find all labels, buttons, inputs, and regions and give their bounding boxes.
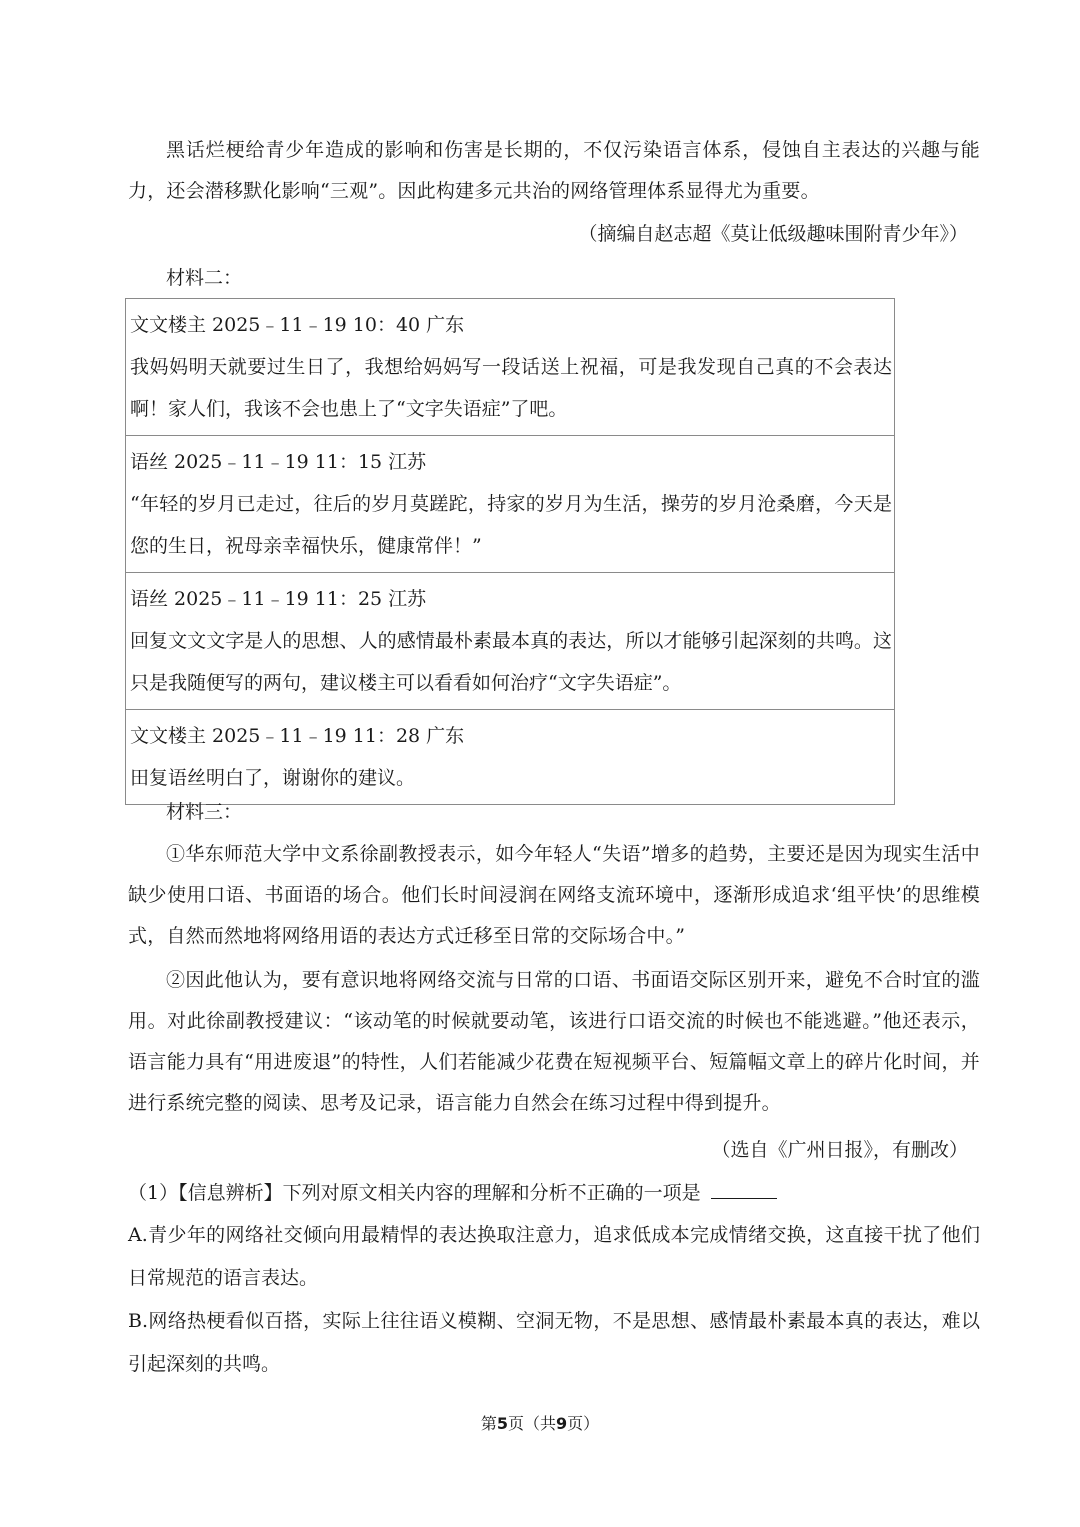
forum-post — [126, 573, 894, 710]
question-stem-text: （1）【信息辨析】下列对原文相关内容的理解和分析不正确的一项是 — [128, 1182, 701, 1204]
option-a: A.青少年的网络社交倾向用最精悍的表达换取注意力，追求低成本完成情绪交换，这直接干扰了他们日常规范的语言表达。 — [128, 1224, 980, 1289]
forum-post — [126, 710, 894, 804]
forum-post — [126, 436, 894, 573]
footer-prefix: 第 — [480, 1414, 497, 1433]
post-body: 回复文文文字是人的思想、人的感情最朴素最本真的表达，所以才能够引起深刻的共鸣。这只是我随便写的两句，建议楼主可以看看如何治疗“文字失语症”。 — [130, 630, 892, 694]
footer-middle: 页（共 — [507, 1414, 556, 1433]
post-body: 田复语丝明白了，谢谢你的建议。 — [130, 767, 416, 789]
footer-suffix: 页） — [567, 1414, 600, 1433]
question-stem — [128, 1172, 980, 1215]
material-3-label: 材料三： — [166, 801, 243, 823]
source-citation-1: （摘编自赵志超《莫让低级趣味围附青少年》） — [578, 223, 968, 245]
material-2-label: 材料二： — [166, 267, 243, 289]
option-b: B.网络热梗看似百搭，实际上往往语义模糊、空洞无物，不是思想、感情最朴素最本真的表达，难以引起深刻的共鸣。 — [128, 1310, 980, 1375]
material-3-paragraph-2: ②因此他认为，要有意识地将网络交流与日常的口语、书面语交际区别开来，避免不合时宜的滥用。对此徐副教授建议：“该动笔的时候就要动笔，该进行口语交流的时候也不能逃避。”他还表示，语言能力具有“用进废退”的特性，人们若能减少花费在短视频平台、短篇幅文章上的碎片化时间，并进行系统完整的阅读、思考及记录，语言能力自然会在练习过程中得到提升。 — [128, 969, 980, 1114]
intro-paragraph: 黑话烂梗给青少年造成的影响和伤害是长期的，不仅污染语言体系，侵蚀自主表达的兴趣与能力，还会潜移默化影响“三观”。因此构建多元共治的网络管理体系显得尤为重要。 — [128, 139, 980, 202]
page-footer — [0, 1412, 1080, 1436]
footer-total-pages: 9 — [556, 1414, 568, 1433]
footer-page-number: 5 — [496, 1414, 508, 1433]
post-body: 我妈妈明天就要过生日了，我想给妈妈写一段话送上祝福，可是我发现自己真的不会表达啊！家人们，我该不会也患上了“文字失语症”了吧。 — [130, 356, 892, 420]
post-body: “年轻的岁月已走过，往后的岁月莫蹉跎，持家的岁月为生活，操劳的岁月沧桑磨，今天是您的生日，祝母亲幸福快乐，健康常伴！” — [130, 493, 892, 557]
forum-thread-box — [125, 298, 895, 805]
post-header: 语丝 2025﹣11﹣19 11：15 江苏 — [130, 451, 427, 473]
post-header: 文文楼主 2025﹣11﹣19 11：28 广东 — [130, 725, 465, 747]
source-citation-2: （选自《广州日报》，有删改） — [711, 1139, 968, 1161]
post-header: 语丝 2025﹣11﹣19 11：25 江苏 — [130, 588, 427, 610]
answer-blank[interactable] — [711, 1180, 777, 1199]
forum-post — [126, 299, 894, 436]
material-3-paragraph-1: ①华东师范大学中文系徐副教授表示，如今年轻人“失语”增多的趋势，主要还是因为现实生活中缺少使用口语、书面语的场合。他们长时间浸润在网络支流环境中，逐渐形成追求‘组平快’的思维模式，自然而然地将网络用语的表达方式迁移至日常的交际场合中。” — [128, 843, 980, 947]
post-header: 文文楼主 2025﹣11﹣19 10：40 广东 — [130, 314, 465, 336]
